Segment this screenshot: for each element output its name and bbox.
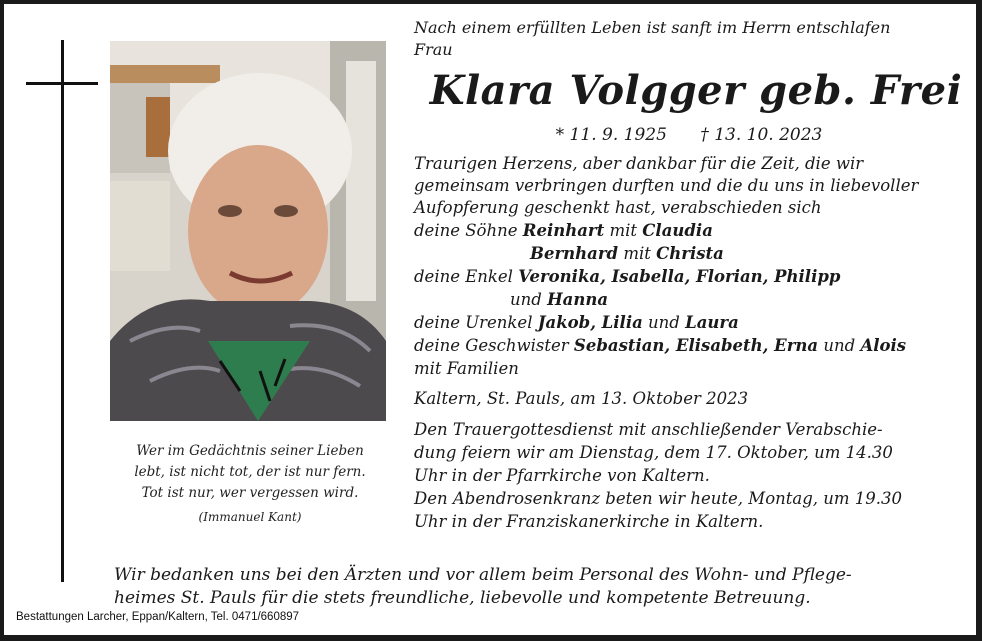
siblings-suffix: mit Familien [414, 359, 519, 378]
son-name: Reinhart [522, 221, 605, 240]
family-list [414, 219, 964, 380]
grandchildren-prefix: deine Enkel [414, 267, 513, 286]
farewell-message [414, 153, 964, 219]
quote-author: (Immanuel Kant) [198, 510, 302, 524]
service-line-4: Den Abendrosenkranz beten wir heute, Montag, um 19.30 [414, 489, 903, 508]
and-word: und [510, 290, 542, 309]
and-word: und [823, 336, 856, 355]
with-word: mit [609, 221, 638, 240]
thanks-note [114, 564, 964, 610]
place: Kaltern, St. Pauls, am [414, 389, 596, 408]
grandchildren-names: Veronika, Isabella, Florian, Philipp [518, 267, 841, 286]
service-info [414, 418, 964, 533]
partner-name: Claudia [642, 221, 713, 240]
deceased-name: Klara Volgger geb. Frei [429, 67, 963, 114]
service-line-5: Uhr in der Franziskanerkirche in Kaltern. [414, 512, 764, 531]
life-dates [414, 123, 964, 147]
funeral-home-footer: Bestattungen Larcher, Eppan/Kaltern, Tel. 0471/660897 [16, 611, 300, 623]
date: 13. Oktober 2023 [601, 389, 749, 408]
great-names: Jakob, Lilia [537, 313, 643, 332]
quote-line-3: Tot ist nur, wer vergessen wird. [141, 485, 359, 501]
portrait-photo [110, 41, 386, 421]
death-date: † 13. 10. 2023 [700, 125, 823, 145]
thanks-line-2: heimes St. Pauls für die stets freundliche, liebevolle und kompetente Betreuung. [114, 588, 811, 608]
grandchildren-line-2 [414, 288, 964, 311]
quote-line-1: Wer im Gedächtnis seiner Lieben [136, 443, 364, 459]
great-prefix: deine Urenkel [414, 313, 533, 332]
grandchild-name: Hanna [547, 290, 609, 309]
with-word: mit [623, 244, 651, 263]
quote-line-2: lebt, ist nicht tot, der ist nur fern. [134, 464, 366, 480]
siblings-names: Sebastian, Elisabeth, Erna [573, 336, 819, 355]
message-line-3: Aufopferung geschenkt hast, verabschieden sich [414, 198, 822, 217]
cross-horizontal-bar [26, 82, 98, 85]
intro [414, 17, 964, 61]
sons-prefix: deine Söhne [414, 221, 518, 240]
and-word: und [648, 313, 680, 332]
service-line-2: dung feiern wir am Dienstag, dem 17. Oktober, um 14.30 [414, 443, 893, 462]
grandchildren-line [414, 265, 964, 288]
siblings-line [414, 334, 964, 357]
intro-line-2: Frau [414, 40, 453, 59]
kant-quote [100, 441, 400, 528]
siblings-prefix: deine Geschwister [414, 336, 569, 355]
sons-line-2 [414, 242, 964, 265]
intro-line-1: Nach einem erfüllten Leben ist sanft im Herrn entschlafen [414, 18, 891, 37]
service-line-1: Den Trauergottesdienst mit anschließender Verabschie- [414, 420, 883, 439]
obituary-text [414, 17, 964, 533]
cross-vertical-bar [61, 40, 64, 582]
son-name: Bernhard [530, 244, 619, 263]
great-grandchildren-line [414, 311, 964, 334]
partner-name: Christa [656, 244, 724, 263]
sons-line-1 [414, 219, 964, 242]
place-date [414, 386, 964, 412]
thanks-line-1: Wir bedanken uns bei den Ärzten und vor allem beim Personal des Wohn- und Pflege- [114, 565, 852, 585]
message-line-2: gemeinsam verbringen durften und die du uns in liebevoller [414, 176, 919, 195]
message-line-1: Traurigen Herzens, aber dankbar für die Zeit, die wir [414, 154, 864, 173]
sibling-name-last: Alois [860, 336, 907, 355]
obituary-page [4, 4, 976, 635]
service-line-3: Uhr in der Pfarrkirche von Kaltern. [414, 466, 710, 485]
birth-date: * 11. 9. 1925 [555, 125, 667, 145]
great-name-last: Laura [685, 313, 739, 332]
